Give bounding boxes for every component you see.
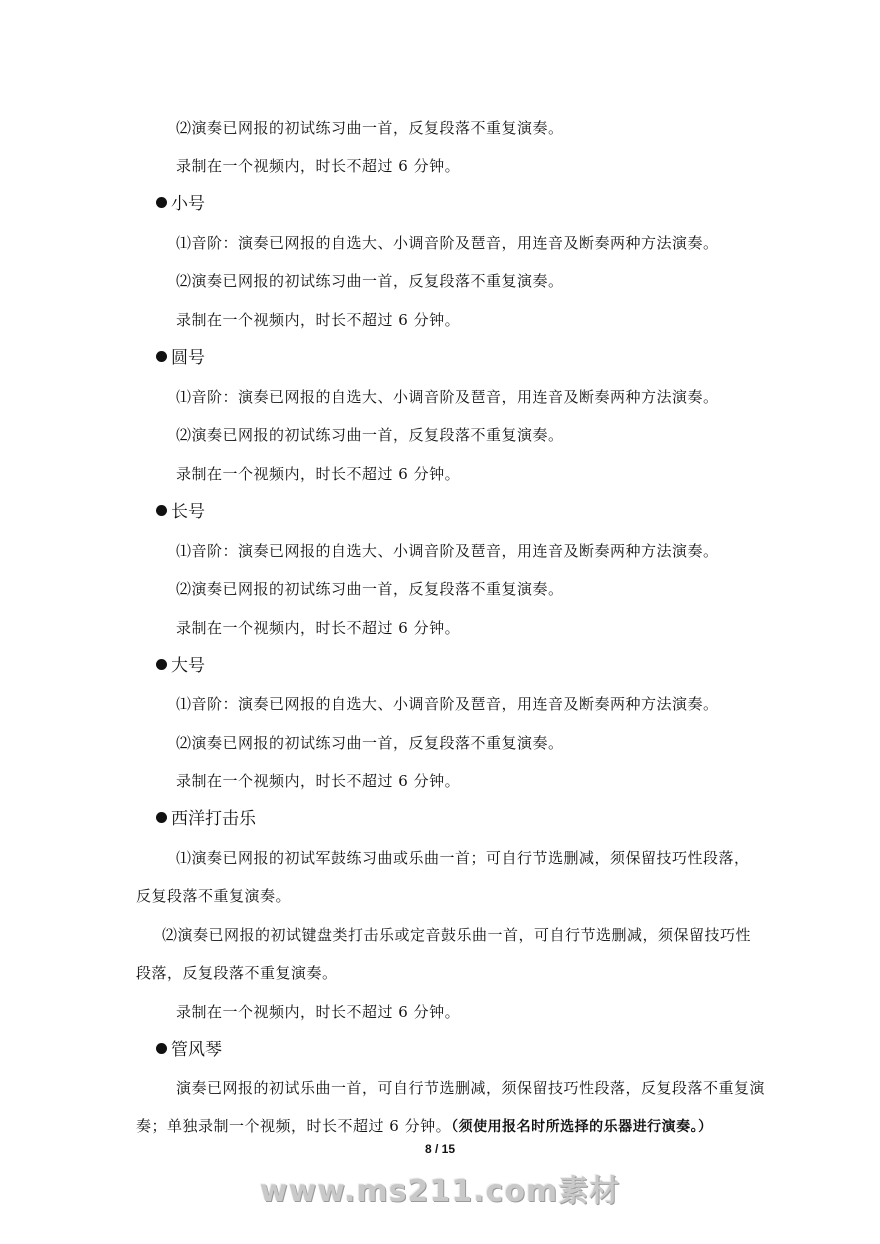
heading-text: 大号 [171, 656, 205, 676]
paragraph-line: 录制在一个视频内，时长不超过 6 分钟。 [176, 619, 461, 637]
paragraph-line: ⑴音阶：演奏已网报的自选大、小调音阶及琶音，用连音及断奏两种方法演奏。 [176, 234, 719, 252]
paragraph-line: ⑴音阶：演奏已网报的自选大、小调音阶及琶音，用连音及断奏两种方法演奏。 [176, 695, 719, 713]
paragraph-line: 录制在一个视频内，时长不超过 6 分钟。 [176, 772, 461, 790]
paragraph-line: ⑵演奏已网报的初试练习曲一首，反复段落不重复演奏。 [176, 734, 564, 752]
paragraph-line: 录制在一个视频内，时长不超过 6 分钟。 [176, 465, 461, 483]
paragraph-line: 演奏已网报的初试乐曲一首，可自行节选删减，须保留技巧性段落，反复段落不重复演 [176, 1079, 766, 1097]
paragraph-line: 段落，反复段落不重复演奏。 [136, 964, 338, 982]
bullet-icon [156, 1043, 167, 1054]
section-heading-organ [156, 1039, 222, 1061]
page-number: 8 / 15 [424, 1142, 456, 1156]
heading-text: 长号 [171, 502, 205, 522]
section-heading-trombone [156, 501, 205, 523]
bullet-icon [156, 351, 167, 362]
watermark: www.ms211.com素材 [259, 1174, 621, 1209]
heading-text: 西洋打击乐 [171, 809, 256, 829]
paragraph-line: ⑴音阶：演奏已网报的自选大、小调音阶及琶音，用连音及断奏两种方法演奏。 [176, 388, 719, 406]
paragraph-line: ⑵演奏已网报的初试练习曲一首，反复段落不重复演奏。 [176, 580, 564, 598]
paragraph-line: ⑴音阶：演奏已网报的自选大、小调音阶及琶音，用连音及断奏两种方法演奏。 [176, 542, 719, 560]
paragraph-bold-note: （须使用报名时所选择的乐器进行演奏。） [451, 1119, 713, 1135]
paragraph-line: ⑵演奏已网报的初试练习曲一首，反复段落不重复演奏。 [176, 272, 564, 290]
paragraph-line: 录制在一个视频内，时长不超过 6 分钟。 [176, 1003, 461, 1021]
bullet-icon [156, 659, 167, 670]
bullet-icon [156, 505, 167, 516]
heading-text: 管风琴 [171, 1040, 222, 1060]
paragraph-line: ⑵演奏已网报的初试练习曲一首，反复段落不重复演奏。 [176, 119, 564, 137]
bullet-icon [156, 812, 167, 823]
heading-text: 圆号 [171, 348, 205, 368]
paragraph-line: 反复段落不重复演奏。 [136, 887, 292, 905]
paragraph-line: 录制在一个视频内，时长不超过 6 分钟。 [176, 311, 461, 329]
bullet-icon [156, 197, 167, 208]
paragraph-line: ⑵演奏已网报的初试键盘类打击乐或定音鼓乐曲一首，可自行节选删减，须保留技巧性 [162, 926, 752, 944]
paragraph-line: ⑴演奏已网报的初试军鼓练习曲或乐曲一首；可自行节选删减，须保留技巧性段落， [176, 849, 750, 867]
section-heading-tuba [156, 655, 205, 677]
paragraph-line: ⑵演奏已网报的初试练习曲一首，反复段落不重复演奏。 [176, 426, 564, 444]
heading-text: 小号 [171, 194, 205, 214]
paragraph-line: 录制在一个视频内，时长不超过 6 分钟。 [176, 157, 461, 175]
paragraph-text: 奏；单独录制一个视频，时长不超过 6 分钟。 [136, 1117, 452, 1135]
section-heading-horn [156, 347, 205, 369]
paragraph-line [136, 1116, 713, 1137]
section-heading-trumpet [156, 193, 205, 215]
section-heading-percussion [156, 808, 256, 830]
